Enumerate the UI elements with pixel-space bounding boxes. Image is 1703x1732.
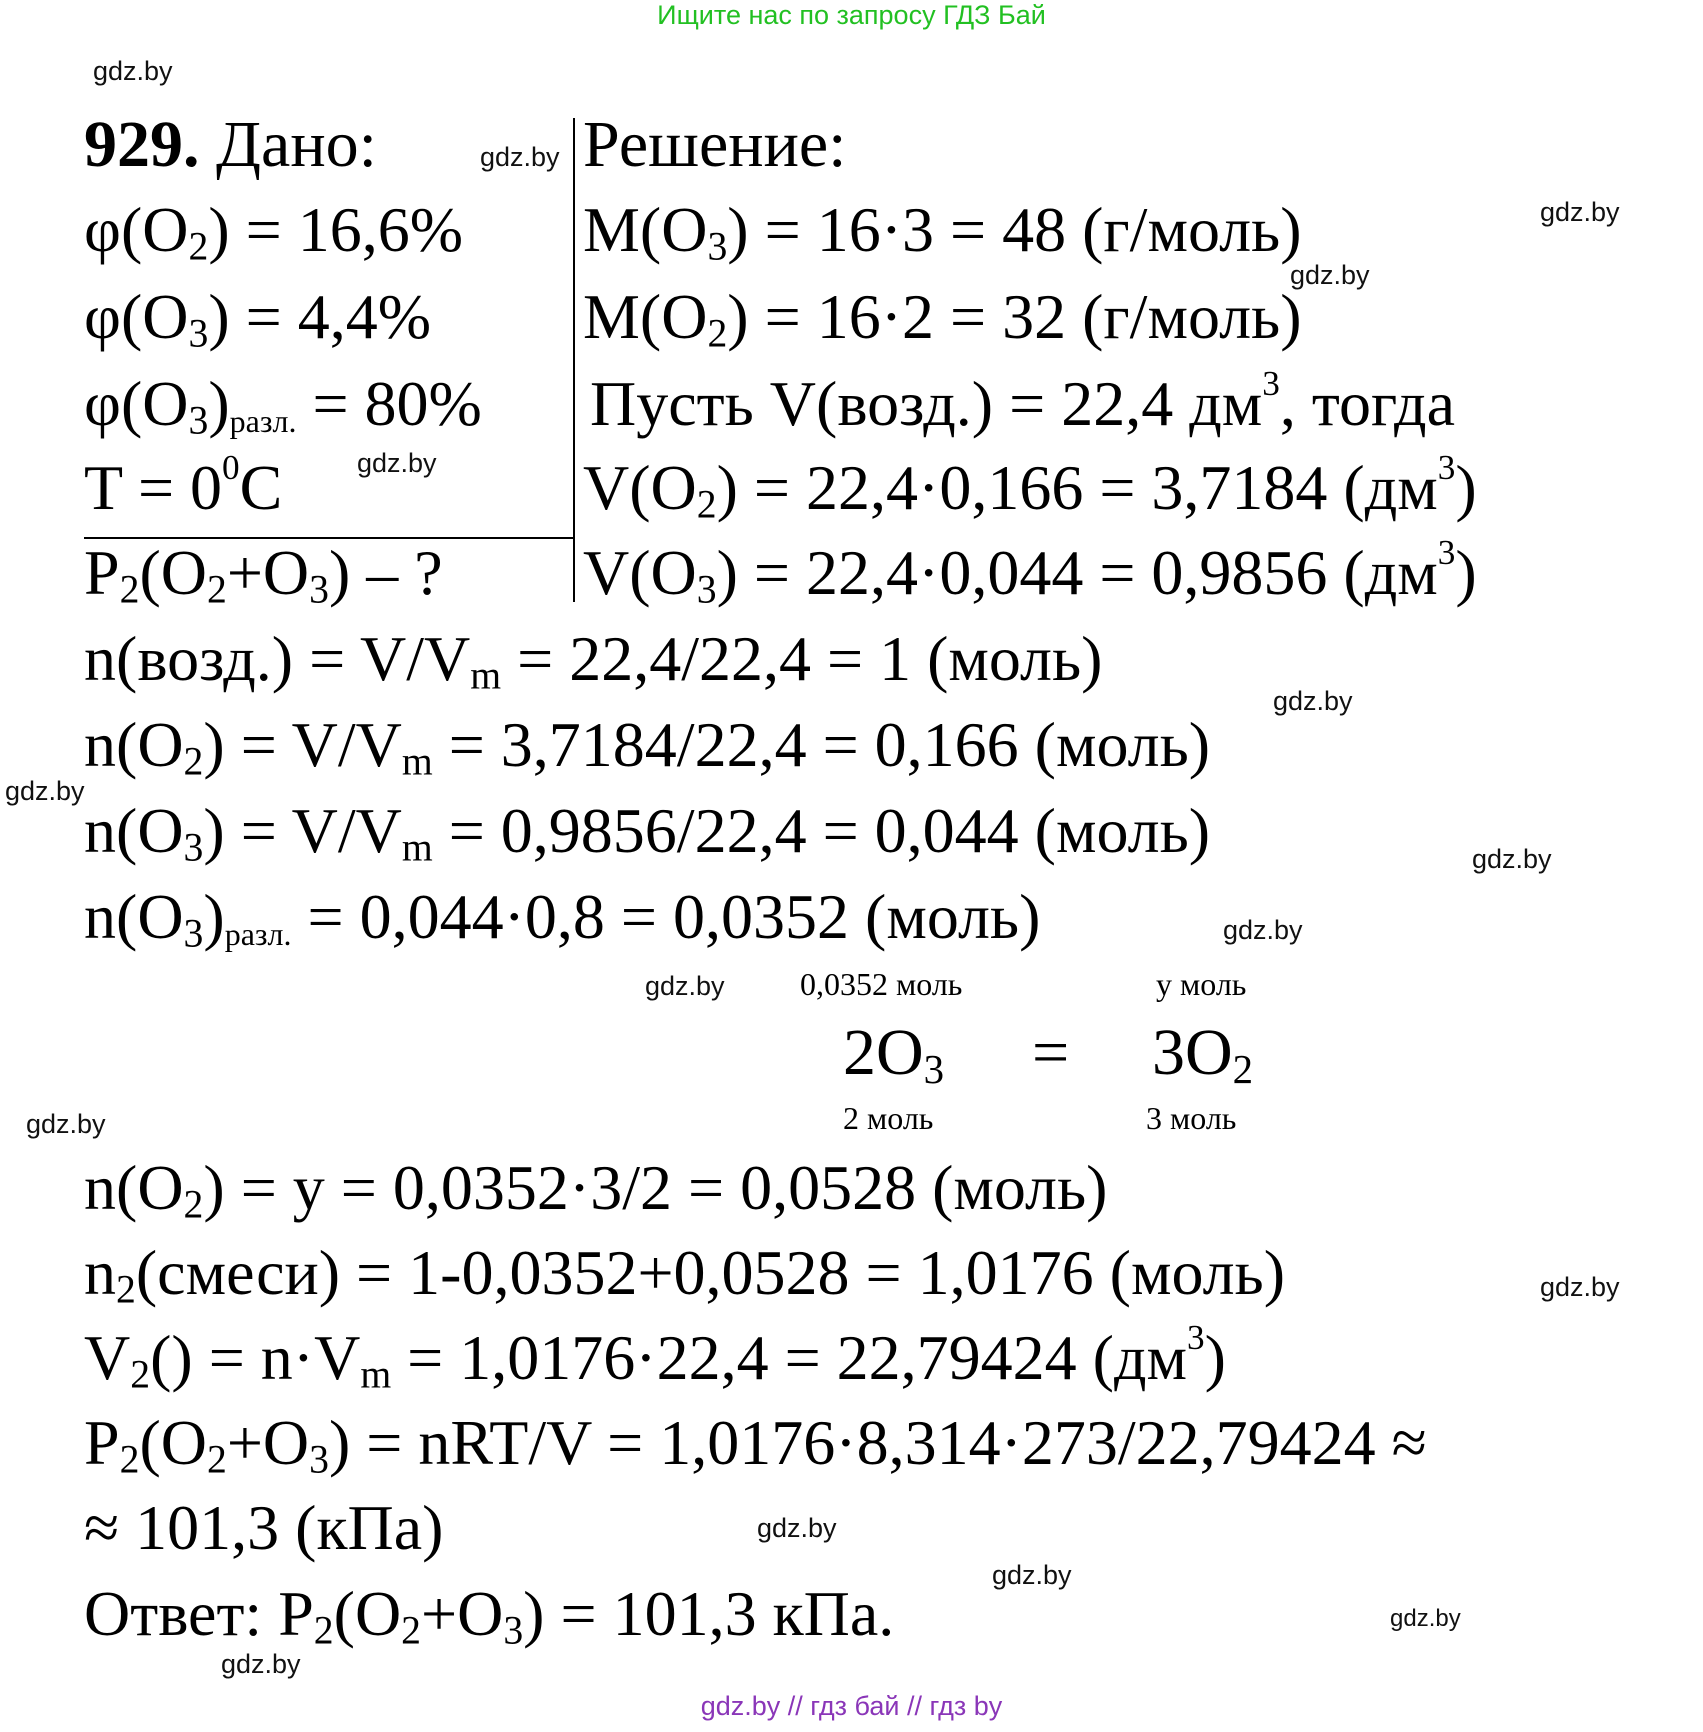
watermark: gdz.by <box>992 1560 1072 1590</box>
given-phi-o2: $\varphi(O_2) = 16,6\%$ <box>84 194 464 269</box>
reaction-equals: = <box>1032 1016 1070 1089</box>
watermark: gdz.by <box>480 142 560 172</box>
moles-o3-decomposed: $n(O_3)_{разл.} = 0,044\cdot 0,8 = 0,0352$ (моль) <box>84 881 1041 956</box>
given-phi-o3-decomposed: $\varphi(O_3)_{разл.} = 80\%$ <box>84 368 482 443</box>
watermark: gdz.by <box>1540 197 1620 227</box>
given-header <box>84 108 377 181</box>
molar-mass-o2: $M(O_2) = 16\cdot 2 = 32$ (г/моль) <box>583 281 1302 356</box>
watermark: gdz.by <box>5 776 85 806</box>
watermark: gdz.by <box>1472 844 1552 874</box>
watermark: gdz.by <box>1273 686 1353 716</box>
pressure-formula: $P_2(O_2+O_3) = nRT/V = 1,0176\cdot 8,314\cdot 273/22,79424$ ≈ <box>84 1407 1427 1482</box>
watermark: gdz.by <box>645 971 725 1001</box>
pressure-result: ≈ 101,3 (кПа) <box>84 1492 444 1563</box>
search-banner: Ищите нас по запросу ГДЗ Бай <box>657 0 1046 30</box>
reaction-bottom-left: 2 моль <box>843 1100 934 1136</box>
watermark: gdz.by <box>1223 915 1303 945</box>
solution-title: Решение: <box>583 108 847 181</box>
moles-air: n(возд.) = $V/V_m = 22,4/22,4 = 1$ (моль) <box>84 623 1103 698</box>
find-pressure: $P_2(O_2+O_3)$ – ? <box>84 537 443 612</box>
volume-o2: $V(O_2) = 22,4\cdot 0,166 = 3,7184$ $(дм^3)$ <box>583 448 1477 527</box>
moles-mixture: $n_2(смеси) = 1-0,0352+0,0528 = 1,0176$ (моль) <box>84 1237 1286 1312</box>
given-title: Дано: <box>216 108 377 181</box>
assume-air-volume: Пусть V(возд.) = 22,4 $дм^3$, тогда <box>590 364 1455 439</box>
problem-number: 929. <box>84 108 200 181</box>
reaction-product: $3O_2$ <box>1152 1016 1254 1092</box>
watermark: gdz.by <box>357 448 437 478</box>
reaction-bottom-right: 3 моль <box>1146 1100 1237 1136</box>
volume-o3: $V(O_3) = 22,4\cdot 0,044 = 0,9856$ $(дм^3)$ <box>583 533 1477 612</box>
watermark: gdz.by <box>93 56 173 86</box>
reaction-reactant: $2O_3$ <box>843 1016 945 1092</box>
molar-mass-o3: $M(O_3) = 16\cdot 3 = 48$ (г/моль) <box>583 194 1302 269</box>
moles-o2-formed: $n(O_2) = y = 0,0352\cdot 3/2 = 0,0528$ (моль) <box>84 1152 1108 1227</box>
given-temperature: $T = 0^0C$ <box>84 448 283 523</box>
volume-mixture: $V_2() = n\cdot V_m = 1,0176\cdot 22,4 = 22,79424$ $(дм^3)$ <box>84 1318 1226 1397</box>
footer-links: gdz.by // гдз бай // гдз by <box>700 1691 1003 1721</box>
watermark: gdz.by <box>1390 1605 1461 1632</box>
reaction-top-left: 0,0352 моль <box>800 966 963 1002</box>
answer: Ответ: $P_2(O_2+O_3) = 101,3$ кПа. <box>84 1578 895 1653</box>
reaction-top-right: y моль <box>1156 966 1247 1002</box>
watermark: gdz.by <box>26 1109 106 1139</box>
watermark: gdz.by <box>221 1649 301 1679</box>
watermark: gdz.by <box>1540 1272 1620 1302</box>
given-phi-o3: $\varphi(O_3) = 4,4\%$ <box>84 281 432 356</box>
given-divider-vertical <box>573 118 575 602</box>
watermark: gdz.by <box>757 1513 837 1543</box>
watermark: gdz.by <box>1290 260 1370 290</box>
moles-o3: $n(O_3) = V/V_m = 0,9856/22,4 = 0,044$ (моль) <box>84 795 1211 870</box>
moles-o2: $n(O_2) = V/V_m = 3,7184/22,4 = 0,166$ (моль) <box>84 709 1211 784</box>
